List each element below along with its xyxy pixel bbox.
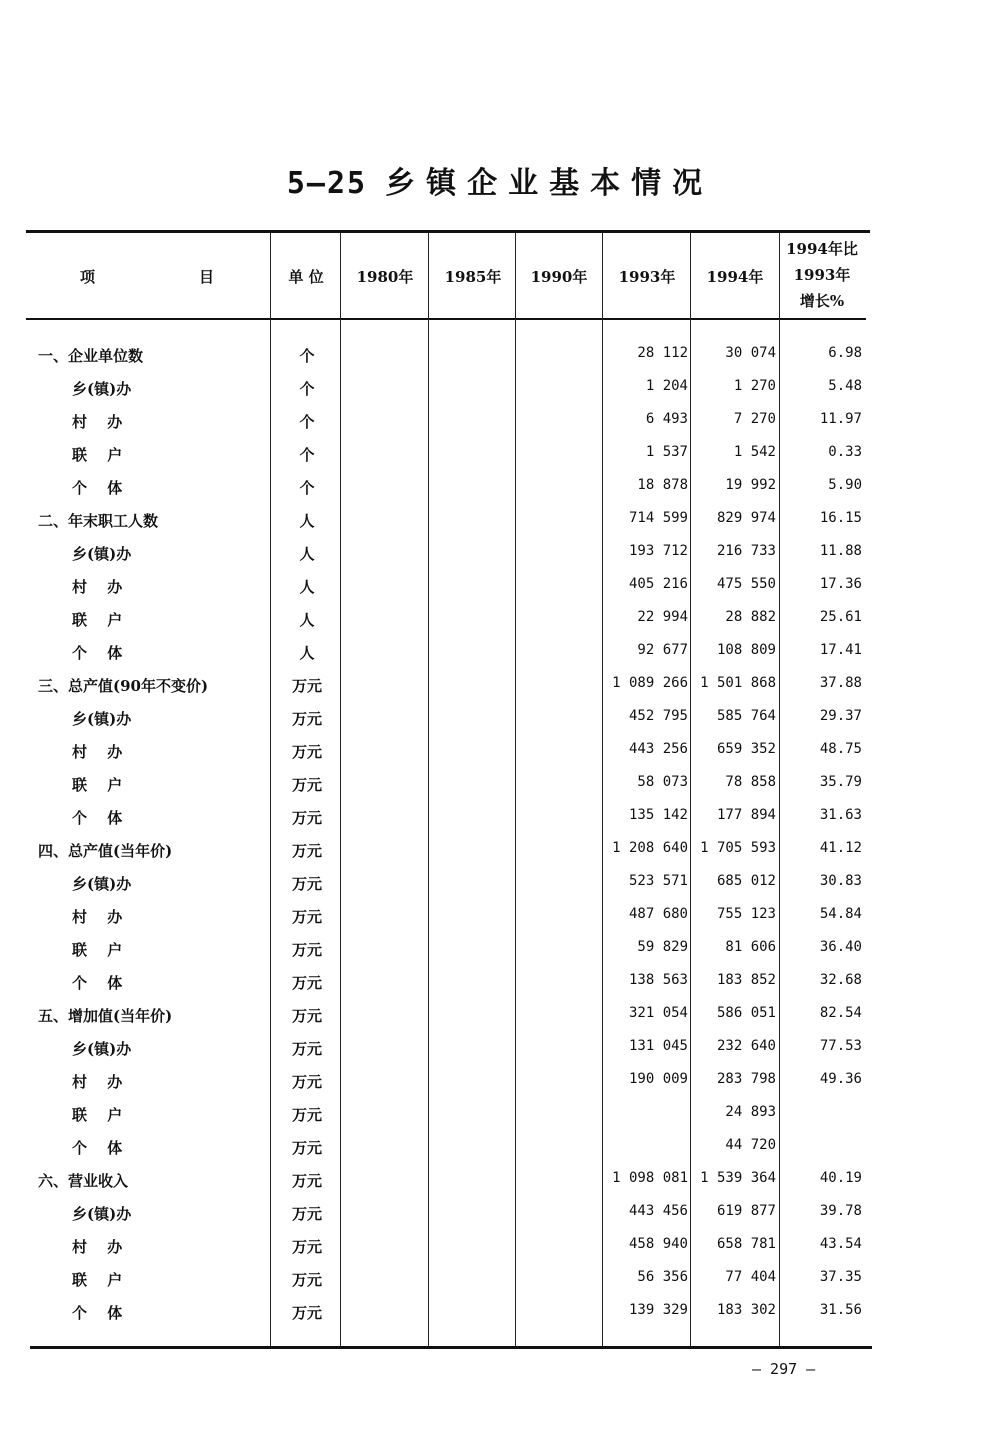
row-value-1993: 58 073 [637, 774, 688, 790]
row-value-1994: 44 720 [725, 1137, 776, 1153]
row-unit: 万元 [291, 1238, 322, 1256]
row-unit: 万元 [291, 1172, 322, 1190]
row-unit: 万元 [291, 1205, 322, 1223]
row-value-1994: 586 051 [716, 1005, 776, 1021]
table-number: 5—25 [286, 166, 368, 201]
row-unit: 人 [299, 512, 315, 530]
header-item-a: 项 [80, 268, 96, 286]
row-growth: 41.12 [819, 840, 862, 856]
row-unit: 个 [299, 380, 315, 398]
row-value-1994: 183 302 [716, 1302, 776, 1318]
row-growth: 17.36 [819, 576, 862, 592]
row-value-1994: 755 123 [716, 906, 776, 922]
row-value-1994: 81 606 [725, 939, 776, 955]
table-row [0, 972, 1000, 1005]
row-item: 个 体 [72, 1304, 123, 1322]
table-row [0, 1203, 1000, 1236]
header-growth-line1: 1994年比 [786, 240, 858, 258]
row-growth: 0.33 [828, 444, 862, 460]
row-value-1993: 92 677 [637, 642, 688, 658]
row-item: 六、营业收入 [38, 1172, 129, 1190]
header-1985: 1985年 [444, 268, 502, 286]
row-value-1993: 1 098 081 [612, 1170, 688, 1186]
row-value-1994: 475 550 [716, 576, 776, 592]
table-row [0, 444, 1000, 477]
row-item: 乡(镇)办 [72, 1040, 132, 1058]
row-growth: 6.98 [828, 345, 862, 361]
row-value-1993: 321 054 [628, 1005, 688, 1021]
row-item: 三、总产值(90年不变价) [38, 677, 209, 695]
row-value-1993: 1 537 [645, 444, 688, 460]
row-value-1994: 108 809 [716, 642, 776, 658]
row-unit: 万元 [291, 1139, 322, 1157]
table-row [0, 774, 1000, 807]
row-value-1993: 6 493 [645, 411, 688, 427]
table-row [0, 345, 1000, 378]
row-value-1994: 77 404 [725, 1269, 776, 1285]
table-row [0, 1269, 1000, 1302]
row-growth: 11.88 [819, 543, 862, 559]
row-item: 个 体 [72, 644, 123, 662]
row-item: 乡(镇)办 [72, 380, 132, 398]
row-item: 村 办 [72, 743, 123, 761]
page-number: — 297 — [752, 1360, 816, 1378]
row-unit: 人 [299, 545, 315, 563]
table-row [0, 1005, 1000, 1038]
row-item: 乡(镇)办 [72, 1205, 132, 1223]
row-value-1994: 659 352 [716, 741, 776, 757]
row-value-1994: 183 852 [716, 972, 776, 988]
table-row [0, 1038, 1000, 1071]
row-value-1994: 585 764 [716, 708, 776, 724]
row-value-1994: 24 893 [725, 1104, 776, 1120]
row-item: 个 体 [72, 974, 123, 992]
row-item: 村 办 [72, 1238, 123, 1256]
row-growth: 16.15 [819, 510, 862, 526]
row-item: 联 户 [72, 776, 123, 794]
row-unit: 万元 [291, 1304, 322, 1322]
table-row [0, 543, 1000, 576]
row-value-1994: 19 992 [725, 477, 776, 493]
row-item: 乡(镇)办 [72, 545, 132, 563]
row-value-1994: 78 858 [725, 774, 776, 790]
row-value-1993: 1 204 [645, 378, 688, 394]
row-unit: 万元 [291, 776, 322, 794]
row-value-1994: 829 974 [716, 510, 776, 526]
row-value-1994: 1 705 593 [700, 840, 776, 856]
row-unit: 万元 [291, 1007, 322, 1025]
table-row [0, 510, 1000, 543]
table-row [0, 840, 1000, 873]
row-growth: 40.19 [819, 1170, 862, 1186]
row-value-1993: 131 045 [628, 1038, 688, 1054]
row-unit: 万元 [291, 743, 322, 761]
row-growth: 49.36 [819, 1071, 862, 1087]
row-value-1994: 30 074 [725, 345, 776, 361]
row-value-1993: 56 356 [637, 1269, 688, 1285]
row-unit: 万元 [291, 908, 322, 926]
row-growth: 17.41 [819, 642, 862, 658]
row-value-1993: 18 878 [637, 477, 688, 493]
row-item: 乡(镇)办 [72, 875, 132, 893]
table-row [0, 1170, 1000, 1203]
table-row [0, 642, 1000, 675]
row-unit: 万元 [291, 1073, 322, 1091]
table-row [0, 873, 1000, 906]
row-unit: 个 [299, 413, 315, 431]
row-growth: 37.88 [819, 675, 862, 691]
row-unit: 万元 [291, 1040, 322, 1058]
header-1990: 1990年 [530, 268, 588, 286]
row-value-1993: 59 829 [637, 939, 688, 955]
table-row [0, 807, 1000, 840]
row-growth: 30.83 [819, 873, 862, 889]
row-value-1993: 28 112 [637, 345, 688, 361]
row-unit: 个 [299, 479, 315, 497]
row-value-1993: 138 563 [628, 972, 688, 988]
row-item: 村 办 [72, 413, 123, 431]
row-unit: 人 [299, 578, 315, 596]
row-unit: 万元 [291, 875, 322, 893]
row-item: 个 体 [72, 1139, 123, 1157]
row-unit: 个 [299, 347, 315, 365]
row-value-1994: 232 640 [716, 1038, 776, 1054]
row-value-1994: 1 270 [733, 378, 776, 394]
row-growth: 54.84 [819, 906, 862, 922]
row-value-1993: 523 571 [628, 873, 688, 889]
page-title [0, 158, 1000, 202]
row-growth: 39.78 [819, 1203, 862, 1219]
header-item [80, 266, 230, 287]
row-unit: 万元 [291, 1271, 322, 1289]
row-item: 乡(镇)办 [72, 710, 132, 728]
row-unit: 万元 [291, 677, 322, 695]
table-bottom-rule [30, 1346, 872, 1349]
row-value-1993: 405 216 [628, 576, 688, 592]
row-item: 一、企业单位数 [38, 347, 144, 365]
header-1980: 1980年 [356, 268, 414, 286]
row-unit: 万元 [291, 842, 322, 860]
row-value-1993: 443 256 [628, 741, 688, 757]
row-unit: 万元 [291, 974, 322, 992]
row-value-1993: 1 089 266 [612, 675, 688, 691]
row-value-1993: 135 142 [628, 807, 688, 823]
table-row [0, 477, 1000, 510]
row-unit: 万元 [291, 710, 322, 728]
row-value-1993: 139 329 [628, 1302, 688, 1318]
row-value-1994: 658 781 [716, 1236, 776, 1252]
row-growth: 29.37 [819, 708, 862, 724]
row-value-1993: 190 009 [628, 1071, 688, 1087]
row-unit: 人 [299, 611, 315, 629]
header-growth [784, 236, 860, 314]
row-growth: 5.90 [828, 477, 862, 493]
row-item: 联 户 [72, 1106, 123, 1124]
row-value-1993: 487 680 [628, 906, 688, 922]
row-item: 五、增加值(当年价) [38, 1007, 173, 1025]
row-item: 联 户 [72, 941, 123, 959]
table-row [0, 1104, 1000, 1137]
table-top-rule [26, 230, 870, 233]
row-growth: 31.63 [819, 807, 862, 823]
row-value-1993: 714 599 [628, 510, 688, 526]
row-unit: 万元 [291, 1106, 322, 1124]
row-value-1994: 685 012 [716, 873, 776, 889]
row-growth: 5.48 [828, 378, 862, 394]
row-unit: 万元 [291, 809, 322, 827]
row-growth: 43.54 [819, 1236, 862, 1252]
row-value-1994: 28 882 [725, 609, 776, 625]
header-bottom-rule [26, 318, 866, 320]
row-unit: 万元 [291, 941, 322, 959]
row-growth: 35.79 [819, 774, 862, 790]
row-item: 联 户 [72, 611, 123, 629]
table-row [0, 906, 1000, 939]
row-growth: 31.56 [819, 1302, 862, 1318]
row-unit: 人 [299, 644, 315, 662]
row-unit: 个 [299, 446, 315, 464]
table-row [0, 1302, 1000, 1335]
table-row [0, 939, 1000, 972]
row-value-1994: 1 539 364 [700, 1170, 776, 1186]
row-growth: 82.54 [819, 1005, 862, 1021]
table-row [0, 1071, 1000, 1104]
header-unit: 单 位 [288, 268, 324, 286]
row-growth: 36.40 [819, 939, 862, 955]
table-row [0, 1137, 1000, 1170]
table-row [0, 378, 1000, 411]
row-value-1993: 22 994 [637, 609, 688, 625]
table-row [0, 576, 1000, 609]
row-item: 四、总产值(当年价) [38, 842, 173, 860]
row-value-1993: 443 456 [628, 1203, 688, 1219]
table-row [0, 675, 1000, 708]
row-value-1994: 7 270 [733, 411, 776, 427]
row-value-1994: 1 542 [733, 444, 776, 460]
row-item: 个 体 [72, 479, 123, 497]
row-value-1994: 1 501 868 [700, 675, 776, 691]
header-growth-line3: 增长% [799, 292, 845, 310]
row-item: 联 户 [72, 446, 123, 464]
row-growth: 48.75 [819, 741, 862, 757]
row-item: 个 体 [72, 809, 123, 827]
row-value-1994: 177 894 [716, 807, 776, 823]
row-growth: 77.53 [819, 1038, 862, 1054]
table-row [0, 1236, 1000, 1269]
table-title: 乡镇企业基本情况 [385, 166, 714, 201]
table-row [0, 741, 1000, 774]
row-value-1994: 216 733 [716, 543, 776, 559]
row-value-1993: 458 940 [628, 1236, 688, 1252]
row-value-1993: 1 208 640 [612, 840, 688, 856]
row-item: 村 办 [72, 1073, 123, 1091]
header-growth-line2: 1993年 [793, 266, 851, 284]
row-item: 联 户 [72, 1271, 123, 1289]
header-item-b: 目 [199, 268, 215, 286]
row-item: 村 办 [72, 908, 123, 926]
row-growth: 32.68 [819, 972, 862, 988]
row-item: 二、年末职工人数 [38, 512, 159, 530]
row-item: 村 办 [72, 578, 123, 596]
row-value-1994: 619 877 [716, 1203, 776, 1219]
row-growth: 11.97 [819, 411, 862, 427]
table-row [0, 411, 1000, 444]
row-growth: 25.61 [819, 609, 862, 625]
header-1993: 1993年 [618, 268, 676, 286]
row-value-1993: 452 795 [628, 708, 688, 724]
row-value-1994: 283 798 [716, 1071, 776, 1087]
row-value-1993: 193 712 [628, 543, 688, 559]
table-row [0, 708, 1000, 741]
table-row [0, 609, 1000, 642]
row-growth: 37.35 [819, 1269, 862, 1285]
header-1994: 1994年 [706, 268, 764, 286]
